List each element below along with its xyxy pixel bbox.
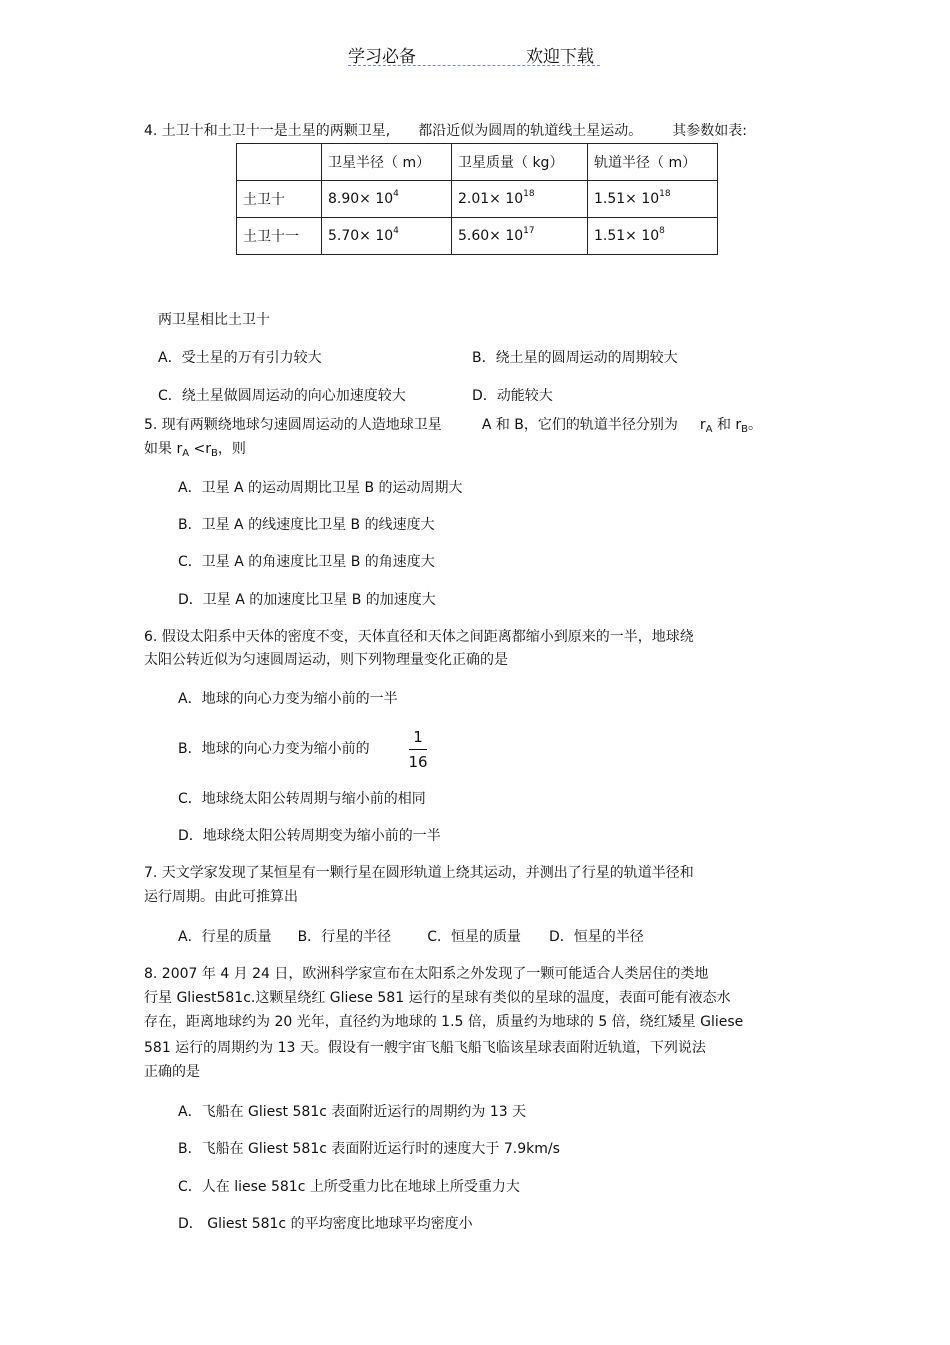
- header-dashed-underline: [348, 65, 600, 66]
- fraction-denominator: 16: [408, 753, 428, 771]
- q7-option-d: D．恒星的半径: [548, 929, 644, 945]
- table-header-cell: 卫星质量（ kg）: [452, 144, 588, 181]
- q5-option-a: A．卫星 A 的运动周期比卫星 B 的运动周期大: [178, 480, 463, 496]
- fraction-bar: [409, 749, 427, 750]
- table-header-row: [237, 144, 718, 181]
- table-cell-mass: $2.01\times 10^{18}$: [452, 181, 588, 218]
- q6-stem-line2: 太阳公转近似为匀速圆周运动，则下列物理量变化正确的是: [144, 652, 508, 668]
- q8-option-a: A．飞船在 Gliest 581c 表面附近运行的周期约为 13 天: [178, 1104, 527, 1120]
- q4-option-b: B．绕土星的圆周运动的周期较大: [472, 350, 678, 366]
- q8-option-d: D． Gliest 581c 的平均密度比地球平均密度小: [178, 1216, 473, 1232]
- q5-option-d: D．卫星 A 的加速度比卫星 B 的加速度大: [178, 592, 436, 608]
- table-cell-radius: $5.70\times 10^4$: [322, 218, 452, 255]
- q8-option-c: C．人在 liese 581c 上所受重力比在地球上所受重力大: [178, 1179, 520, 1195]
- q7-option-b: B．行星的半径: [297, 929, 392, 945]
- q6-option-a: A．地球的向心力变为缩小前的一半: [178, 691, 398, 707]
- table-header-cell: 卫星半径（ m）: [322, 144, 452, 181]
- q8-option-b: B．飞船在 Gliest 581c 表面附近运行时的速度大于 7.9km/s: [178, 1141, 560, 1157]
- header-right: 欢迎下载: [526, 47, 594, 67]
- table-cell-mass: $5.60\times 10^{17}$: [452, 218, 588, 255]
- fraction-numerator: 1: [413, 728, 423, 746]
- q6-option-d: D．地球绕太阳公转周期变为缩小前的一半: [178, 828, 441, 844]
- q5-option-c: C．卫星 A 的角速度比卫星 B 的角速度大: [178, 554, 435, 570]
- table-cell-name: 土卫十: [237, 181, 322, 218]
- q8-stem-line1: 8. 2007 年 4 月 24 日，欧洲科学家宣布在太阳系之外发现了一颗可能适合人类居住的类地: [144, 966, 709, 982]
- table-row: [237, 181, 718, 218]
- q4-option-a: A．受土星的万有引力较大: [158, 350, 322, 366]
- q7-option-a: A．行星的质量: [178, 929, 272, 945]
- table-header-cell: [237, 144, 322, 181]
- q4-parameter-table: [236, 143, 718, 255]
- q8-stem-line4: 581 运行的周期约为 13 天。假设有一艘宇宙飞船飞船飞临该星球表面附近轨道，下列说法: [144, 1040, 706, 1056]
- q4-stem-part3: 其参数如表:: [672, 123, 747, 139]
- q6-option-c: C．地球绕太阳公转周期与缩小前的相同: [178, 791, 426, 807]
- q7-stem-line2: 运行周期。由此可推算出: [144, 889, 298, 905]
- table-cell-orbit: $1.51\times 10^8$: [588, 218, 718, 255]
- q5-stem-line2: 如果 $r_A <r_B$，则: [144, 441, 246, 459]
- q4-compare: 两卫星相比土卫十: [158, 312, 270, 328]
- q4-stem-part1: 4. 土卫十和土卫十一是土星的两颗卫星,: [144, 123, 391, 139]
- q5-option-b: B．卫星 A 的线速度比卫星 B 的线速度大: [178, 517, 435, 533]
- table-cell-orbit: $1.51\times 10^{18}$: [588, 181, 718, 218]
- q6-fraction: [403, 726, 433, 773]
- q4-option-c: C．绕土星做圆周运动的向心加速度较大: [158, 388, 406, 404]
- q4-option-d: D．动能较大: [472, 388, 553, 404]
- q8-stem-line3: 存在，距离地球约为 20 光年，直径约为地球的 1.5 倍，质量约为地球的 5 倍，绕红矮星 Gliese: [144, 1014, 744, 1030]
- q6-stem-line1: 6. 假设太阳系中天体的密度不变，天体直径和天体之间距离都缩小到原来的一半，地球绕: [144, 629, 694, 645]
- q8-stem-line5: 正确的是: [144, 1064, 200, 1080]
- table-cell-radius: $8.90\times 10^4$: [322, 181, 452, 218]
- header-left: 学习必备: [348, 47, 416, 67]
- q4-stem-part2: 都沿近似为圆周的轨道线土星运动。: [418, 123, 643, 139]
- q7-stem-line1: 7. 天文学家发现了某恒星有一颗行星在圆形轨道上绕其运动，并测出了行星的轨道半径和: [144, 865, 694, 881]
- q7-option-c: C．恒星的质量: [427, 929, 521, 945]
- q4-stem: [144, 122, 747, 140]
- table-header-cell: 轨道半径（ m）: [588, 144, 718, 181]
- table-cell-name: 土卫十一: [237, 218, 322, 255]
- q7-options: [178, 928, 644, 946]
- q8-stem-line2: 行星 Gliest581c.这颗星绕红 Gliese 581 运行的星球有类似的星球的温度，表面可能有液态水: [144, 990, 731, 1006]
- table-row: [237, 218, 718, 255]
- q6-option-b: B．地球的向心力变为缩小前的: [178, 741, 370, 757]
- q5-stem-line1: 5. 现有两颗绕地球匀速圆周运动的人造地球卫星 A 和 B，它们的轨道半径分别为 $r_A$ 和 $r_B$。: [144, 417, 763, 435]
